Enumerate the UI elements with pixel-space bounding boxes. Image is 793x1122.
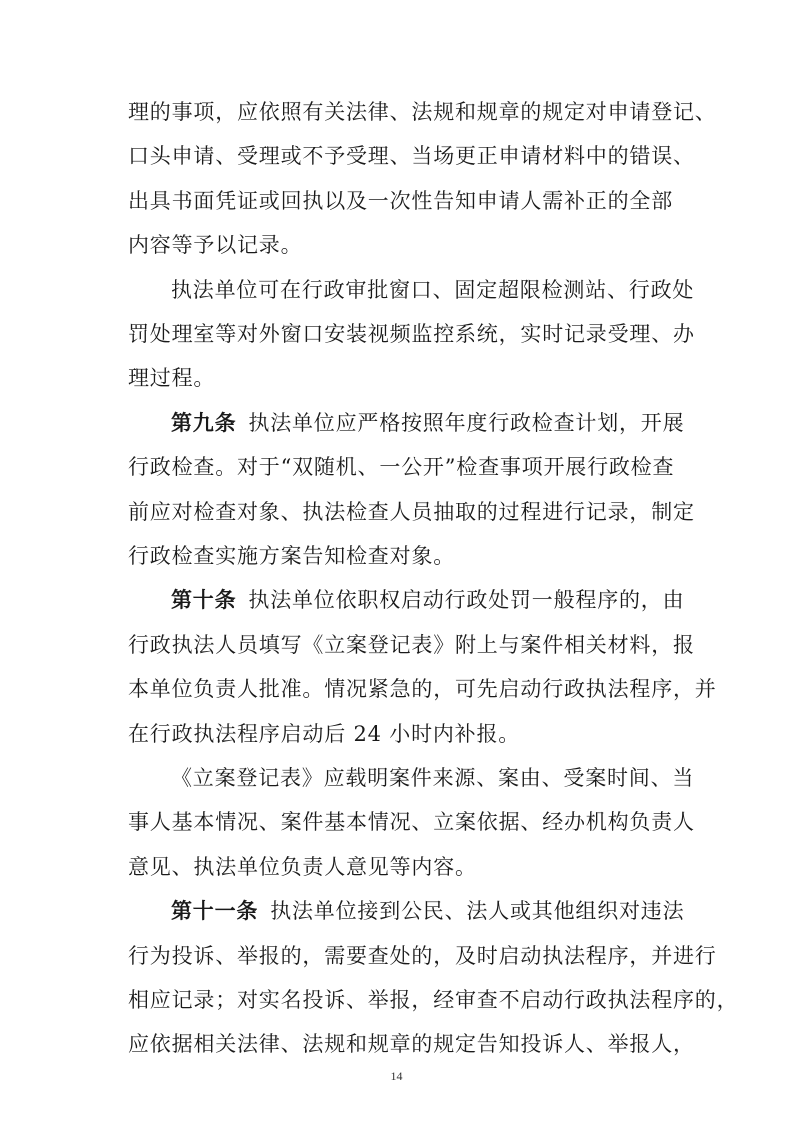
body-text-line: 罚处理室等对外窗口安装视频监控系统，实时记录受理、办 — [128, 322, 695, 346]
article-9-first-line — [171, 408, 684, 438]
body-text-line: 行政检查。对于“双随机、一公开”检查事项开展行政检查 — [128, 455, 675, 479]
article-10-first-line — [171, 585, 684, 615]
body-text-line: 口头申请、受理或不予受理、当场更正申请材料中的错误、 — [128, 144, 695, 168]
article-heading: 第九条 — [171, 410, 237, 435]
article-heading: 第十一条 — [171, 898, 259, 923]
body-text-line: 内容等予以记录。 — [128, 233, 303, 257]
article-heading: 第十条 — [171, 587, 237, 612]
body-text: 执法单位接到公民、法人或其他组织对违法 — [270, 899, 685, 923]
body-text-line: 应依据相关法律、法规和规章的规定告知投诉人、举报人， — [128, 1032, 695, 1056]
body-text-line: 理过程。 — [128, 366, 216, 390]
body-text-line: 相应记录；对实名投诉、举报，经审查不启动行政执法程序的， — [128, 988, 739, 1012]
body-text-line: 执法单位可在行政审批窗口、固定超限检测站、行政处 — [171, 278, 695, 302]
body-text-line: 《立案登记表》应载明案件来源、案由、受案时间、当 — [171, 766, 695, 790]
body-text-line: 行政检查实施方案告知检查对象。 — [128, 544, 455, 568]
body-text-line: 行政执法人员填写《立案登记表》附上与案件相关材料，报 — [128, 633, 695, 657]
body-text-line: 前应对检查对象、执法检查人员抽取的过程进行记录，制定 — [128, 500, 695, 524]
body-text: 执法单位依职权启动行政处罚一般程序的，由 — [248, 588, 685, 612]
article-11-first-line — [171, 896, 684, 926]
body-text-line: 行为投诉、举报的，需要查处的，及时启动执法程序，并进行 — [128, 944, 717, 968]
body-text-line: 意见、执法单位负责人意见等内容。 — [128, 855, 477, 879]
body-text-line: 在行政执法程序启动后 24 小时内补报。 — [128, 722, 521, 746]
page-number: 14 — [390, 1069, 403, 1083]
body-text-line: 理的事项，应依照有关法律、法规和规章的规定对申请登记、 — [128, 100, 717, 124]
body-text-line: 本单位负责人批准。情况紧急的，可先启动行政执法程序，并 — [128, 677, 717, 701]
body-text: 执法单位应严格按照年度行政检查计划，开展 — [248, 411, 685, 435]
body-text-line: 事人基本情况、案件基本情况、立案依据、经办机构负责人 — [128, 810, 695, 834]
body-text-line: 出具书面凭证或回执以及一次性告知申请人需补正的全部 — [128, 189, 673, 213]
